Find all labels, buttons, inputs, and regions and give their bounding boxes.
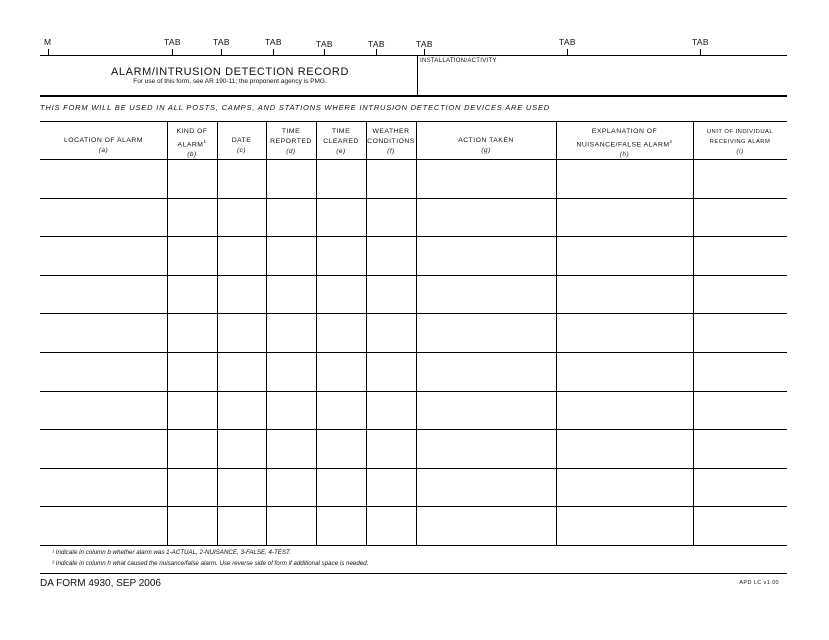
column-header-explanation xyxy=(556,127,693,160)
table-cell[interactable] xyxy=(557,314,692,351)
column-letter: (f) xyxy=(387,148,395,155)
footnote-ref: 2 xyxy=(669,139,673,144)
table-cell[interactable] xyxy=(694,353,786,390)
table-cell[interactable] xyxy=(557,199,692,236)
table-cell[interactable] xyxy=(267,314,315,351)
table-cell[interactable] xyxy=(267,237,315,274)
table-cell[interactable] xyxy=(218,392,265,429)
table-cell[interactable] xyxy=(557,237,692,274)
table-cell[interactable] xyxy=(267,160,315,197)
column-header-date xyxy=(217,136,266,156)
column-title: WEATHER CONDITIONS xyxy=(367,128,415,145)
table-top-rule xyxy=(40,121,787,122)
table-cell[interactable] xyxy=(557,160,692,197)
header-bottom-rule xyxy=(40,95,787,97)
table-cell[interactable] xyxy=(557,392,692,429)
column-letter: (d) xyxy=(286,148,296,155)
installation-label: INSTALLATION/ACTIVITY xyxy=(420,58,497,64)
table-cell[interactable] xyxy=(218,353,265,390)
table-cell[interactable] xyxy=(41,507,166,544)
table-cell[interactable] xyxy=(218,469,265,506)
table-cell[interactable] xyxy=(694,507,786,544)
column-title: LOCATION OF ALARM xyxy=(64,137,143,144)
table-cell[interactable] xyxy=(557,276,692,313)
table-cell[interactable] xyxy=(317,314,365,351)
table-cell[interactable] xyxy=(41,160,166,197)
table-cell[interactable] xyxy=(367,237,415,274)
table-cell[interactable] xyxy=(168,430,216,467)
table-cell[interactable] xyxy=(168,237,216,274)
column-header-location xyxy=(40,136,167,156)
table-cell[interactable] xyxy=(218,199,265,236)
table-cell[interactable] xyxy=(367,507,415,544)
table-cell[interactable] xyxy=(694,314,786,351)
table-cell[interactable] xyxy=(41,469,166,506)
table-cell[interactable] xyxy=(367,314,415,351)
column-letter: (h) xyxy=(619,151,630,159)
table-cell[interactable] xyxy=(694,276,786,313)
table-cell[interactable] xyxy=(218,507,265,544)
column-letter: (b) xyxy=(187,151,197,159)
column-letter: (c) xyxy=(236,147,247,154)
usage-notice: THIS FORM WILL BE USED IN ALL POSTS, CAMPS, AND STATIONS WHERE INTRUSION DETECTION DEVICES ARE USED xyxy=(40,103,550,112)
column-title: TIME REPORTED xyxy=(270,128,312,145)
table-cell[interactable] xyxy=(168,469,216,506)
table-cell[interactable] xyxy=(557,353,692,390)
footnote-2: ² Indicate in column h what caused the nuisance/false alarm. Use reverse side of form if additional space is needed. xyxy=(52,560,369,567)
table-cell[interactable] xyxy=(41,314,166,351)
tab-marker: TAB xyxy=(559,37,576,47)
table-cell[interactable] xyxy=(317,392,365,429)
table-cell[interactable] xyxy=(267,507,315,544)
footer-rule xyxy=(40,573,787,574)
table-cell[interactable] xyxy=(367,353,415,390)
table-cell[interactable] xyxy=(417,199,555,236)
table-cell[interactable] xyxy=(41,392,166,429)
table-cell[interactable] xyxy=(317,353,365,390)
tab-marker: TAB xyxy=(213,37,230,47)
table-cell[interactable] xyxy=(417,430,555,467)
table-cell[interactable] xyxy=(417,237,555,274)
table-cell[interactable] xyxy=(417,314,555,351)
table-cell[interactable] xyxy=(417,353,555,390)
table-cell[interactable] xyxy=(168,276,216,313)
tab-marker: TAB xyxy=(692,37,709,47)
table-cell[interactable] xyxy=(41,199,166,236)
table-cell[interactable] xyxy=(367,199,415,236)
column-letter: (a) xyxy=(98,147,109,154)
table-cell[interactable] xyxy=(218,160,265,197)
table-cell[interactable] xyxy=(168,507,216,544)
table-cell[interactable] xyxy=(168,199,216,236)
footnote-1: ¹ Indicate in column b whether alarm was 1-ACTUAL, 2-NUISANCE, 3-FALSE, 4-TEST. xyxy=(52,549,291,556)
table-cell[interactable] xyxy=(694,392,786,429)
table-cell[interactable] xyxy=(557,469,692,506)
table-cell[interactable] xyxy=(168,353,216,390)
table-cell[interactable] xyxy=(417,507,555,544)
table-cell[interactable] xyxy=(267,469,315,506)
column-header-time-cleared xyxy=(316,127,366,157)
table-cell[interactable] xyxy=(417,392,555,429)
form-number: DA FORM 4930, SEP 2006 xyxy=(40,578,161,589)
table-cell[interactable] xyxy=(557,430,692,467)
table-cell[interactable] xyxy=(417,276,555,313)
table-cell[interactable] xyxy=(317,469,365,506)
header-top-rule xyxy=(40,55,787,56)
column-title: ACTION TAKEN xyxy=(458,137,514,144)
table-cell[interactable] xyxy=(417,469,555,506)
table-cell[interactable] xyxy=(694,237,786,274)
table-cell[interactable] xyxy=(694,199,786,236)
table-cell[interactable] xyxy=(41,276,166,313)
table-cell[interactable] xyxy=(218,314,265,351)
column-header-unit xyxy=(693,127,787,157)
column-header-kind xyxy=(167,127,217,160)
tab-marker: TAB xyxy=(368,39,385,49)
column-title: TIME CLEARED xyxy=(323,128,359,145)
table-cell[interactable] xyxy=(218,430,265,467)
tab-marker-m: M xyxy=(44,37,52,47)
table-cell[interactable] xyxy=(367,430,415,467)
table-cell[interactable] xyxy=(317,160,365,197)
table-cell[interactable] xyxy=(41,237,166,274)
column-title: DATE xyxy=(231,137,252,144)
tab-marker: TAB xyxy=(316,39,333,49)
table-cell[interactable] xyxy=(168,314,216,351)
tab-marker: TAB xyxy=(164,37,181,47)
table-cell[interactable] xyxy=(317,199,365,236)
table-cell[interactable] xyxy=(41,353,166,390)
column-header-time-reported xyxy=(266,127,316,157)
column-letter: (i) xyxy=(736,148,744,155)
table-cell[interactable] xyxy=(267,199,315,236)
table-cell[interactable] xyxy=(367,469,415,506)
column-title: KIND OF ALARM xyxy=(176,128,208,149)
table-cell[interactable] xyxy=(317,507,365,544)
column-header-action xyxy=(416,136,556,156)
column-header-weather xyxy=(366,127,416,157)
column-letter: (e) xyxy=(336,148,346,155)
table-cell[interactable] xyxy=(168,392,216,429)
version-label: APD LC v1.00 xyxy=(739,580,779,586)
footnote-ref: 1 xyxy=(203,139,207,144)
table-cell[interactable] xyxy=(218,237,265,274)
table-cell[interactable] xyxy=(557,507,692,544)
form-title: ALARM/INTRUSION DETECTION RECORD xyxy=(111,66,349,78)
installation-field[interactable] xyxy=(420,67,785,94)
table-cell[interactable] xyxy=(694,430,786,467)
row-divider xyxy=(40,545,787,546)
table-cell[interactable] xyxy=(694,160,786,197)
table-cell[interactable] xyxy=(267,353,315,390)
table-cell[interactable] xyxy=(267,430,315,467)
table-cell[interactable] xyxy=(267,392,315,429)
table-cell[interactable] xyxy=(317,430,365,467)
table-cell[interactable] xyxy=(367,276,415,313)
table-cell[interactable] xyxy=(41,430,166,467)
form-subtitle: For use of this form, see AR 190-11; the proponent agency is PMG. xyxy=(133,78,327,85)
tab-marker: TAB xyxy=(416,39,433,49)
table-cell[interactable] xyxy=(417,160,555,197)
table-cell[interactable] xyxy=(168,160,216,197)
column-title: EXPLANATION OF NUISANCE/FALSE ALARM xyxy=(576,128,670,149)
column-title: UNIT OF INDIVIDUAL RECEIVING ALARM xyxy=(706,129,774,145)
table-cell[interactable] xyxy=(367,160,415,197)
tab-marker: TAB xyxy=(265,37,282,47)
table-cell[interactable] xyxy=(267,276,315,313)
table-cell[interactable] xyxy=(694,469,786,506)
column-letter: (g) xyxy=(481,147,491,154)
table-cell[interactable] xyxy=(317,237,365,274)
table-cell[interactable] xyxy=(218,276,265,313)
table-cell[interactable] xyxy=(317,276,365,313)
table-cell[interactable] xyxy=(367,392,415,429)
